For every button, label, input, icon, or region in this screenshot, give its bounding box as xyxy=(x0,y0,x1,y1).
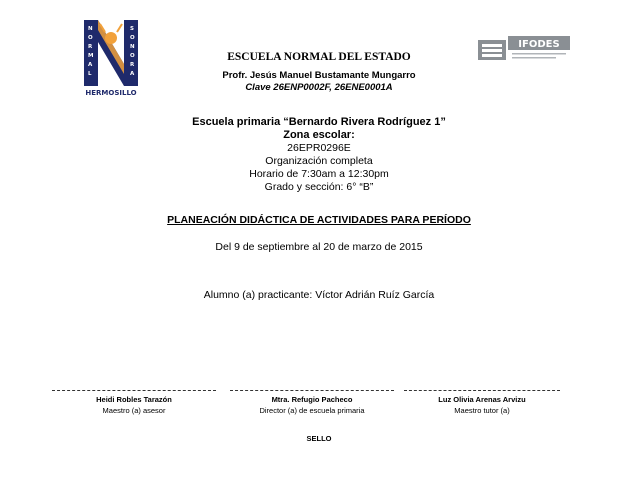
logo-city: HERMOSILLO xyxy=(85,89,137,97)
logo-letter: O xyxy=(88,35,93,41)
logo-letter: O xyxy=(130,35,135,41)
signature-role: Maestro tutor (a) xyxy=(454,406,510,415)
logo-letter: N xyxy=(88,26,93,32)
signature-line xyxy=(230,390,394,391)
school-code: 26EPR0296E xyxy=(287,142,351,154)
signature-name: Luz Olivia Arenas Arvizu xyxy=(438,395,526,404)
plan-title: PLANEACIÓN DIDÁCTICA DE ACTIVIDADES PARA PERÍODO xyxy=(167,214,471,226)
signature-role: Maestro (a) asesor xyxy=(102,406,166,415)
signature-block-director xyxy=(230,390,394,415)
school-clave: Clave 26ENP0002F, 26ENE0001A xyxy=(245,82,393,93)
director-name: Profr. Jesús Manuel Bustamante Mungarro xyxy=(222,70,416,81)
logo-letter: A xyxy=(88,62,93,68)
ifodes-logo-text: IFODES xyxy=(518,39,560,50)
school-organization: Organización completa xyxy=(265,155,373,167)
school-grade: Grado y sección: 6° “B” xyxy=(264,181,374,193)
stamp-label: SELLO xyxy=(306,434,332,443)
school-name: ESCUELA NORMAL DEL ESTADO xyxy=(227,51,411,63)
signature-line xyxy=(52,390,216,391)
signature-block-advisor xyxy=(52,390,216,415)
signature-name: Heidi Robles Tarazón xyxy=(96,395,172,404)
signature-block-tutor xyxy=(404,390,560,415)
signature-name: Mtra. Refugio Pacheco xyxy=(271,395,353,404)
logo-letter: L xyxy=(88,71,92,77)
logo-letter: N xyxy=(130,44,135,50)
logo-letter: A xyxy=(130,71,135,77)
student-teacher: Alumno (a) practicante: Víctor Adrián Ruíz García xyxy=(203,289,435,301)
logo-letter: M xyxy=(88,53,94,59)
plan-period: Del 9 de septiembre al 20 de marzo de 2015 xyxy=(215,241,423,253)
logo-letter: O xyxy=(130,53,135,59)
school-schedule: Horario de 7:30am a 12:30pm xyxy=(249,168,389,180)
logo-letter: R xyxy=(88,44,93,50)
signature-role: Director (a) de escuela primaria xyxy=(259,406,365,415)
primary-school-name: Escuela primaria “Bernardo Rivera Rodríguez 1” xyxy=(192,116,446,128)
school-zone: Zona escolar: xyxy=(283,129,355,141)
logo-letter: R xyxy=(130,62,135,68)
signature-line xyxy=(404,390,560,391)
logo-letter: S xyxy=(130,26,134,32)
